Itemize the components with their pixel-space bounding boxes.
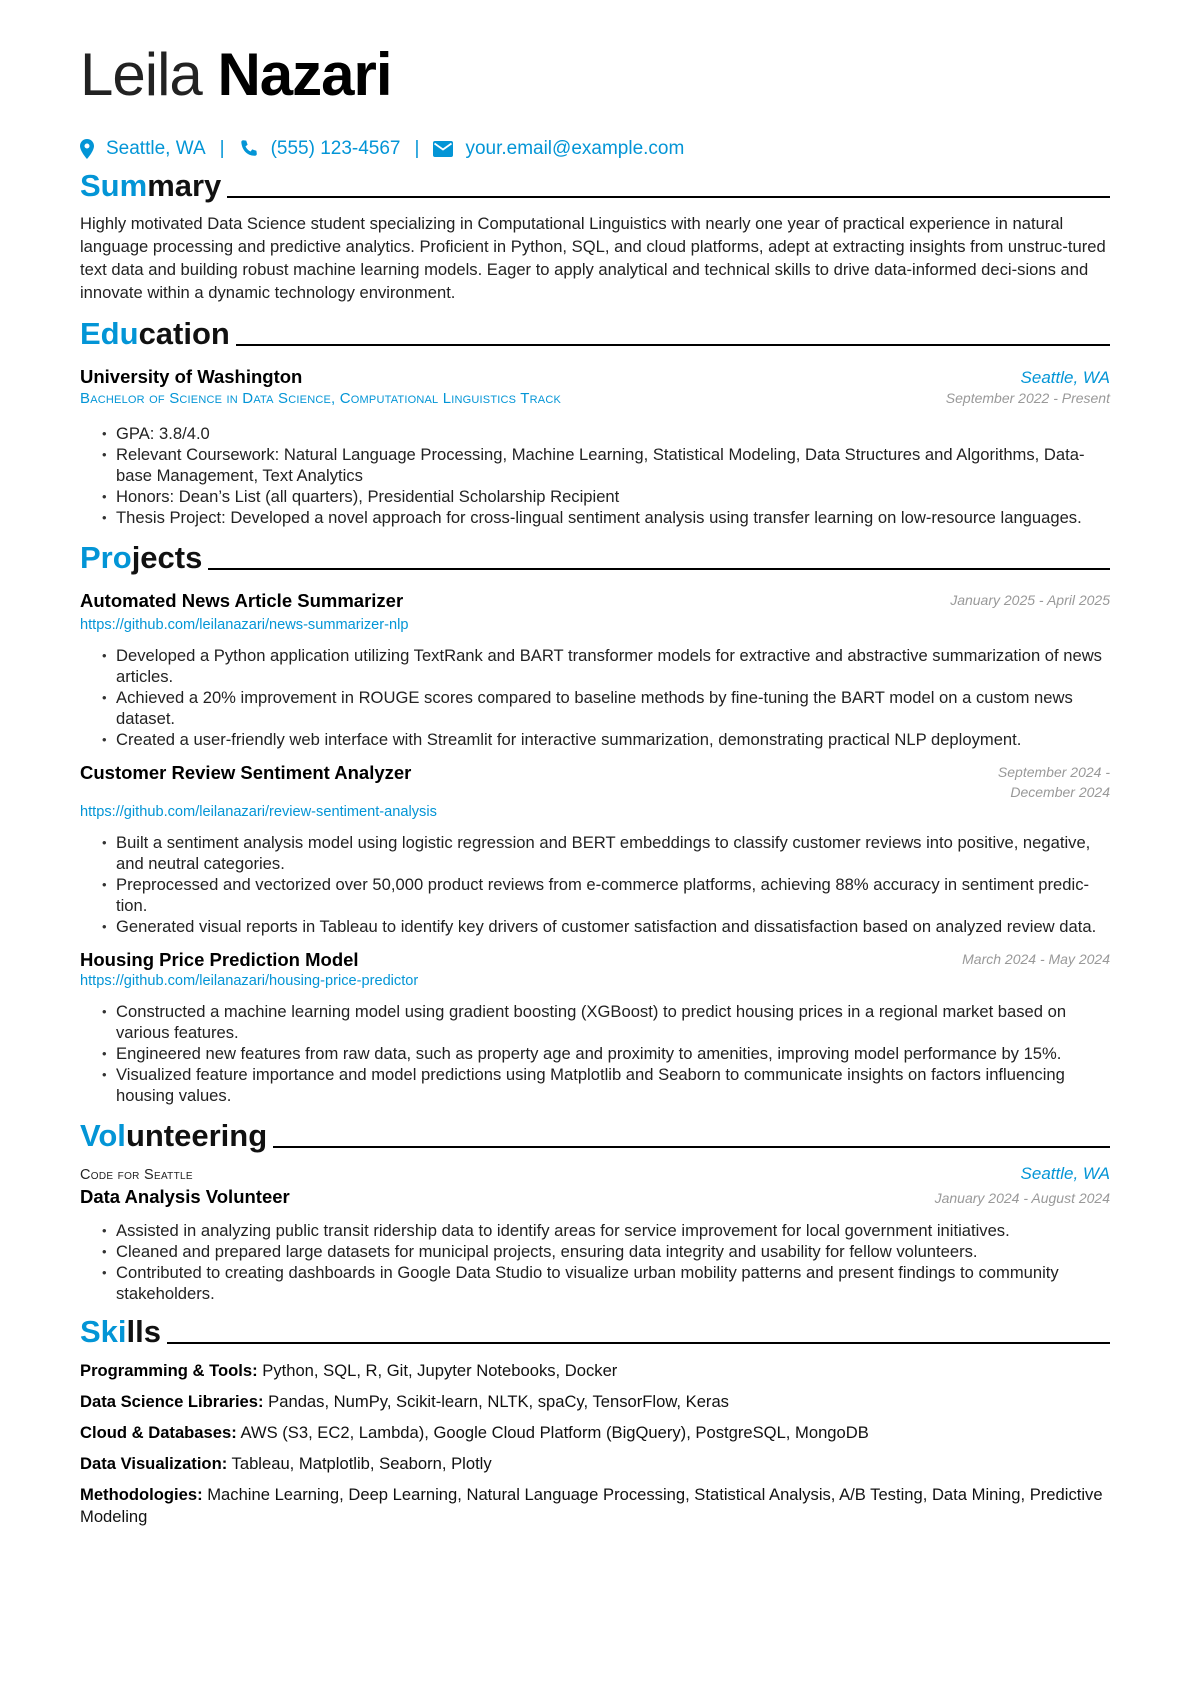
section-rule xyxy=(236,344,1110,346)
project-entry xyxy=(80,590,1110,750)
school-location: Seattle, WA xyxy=(1020,368,1110,387)
school-name: University of Washington xyxy=(80,366,303,387)
project-title: Automated News Article Summarizer xyxy=(80,590,404,611)
list-item: • Constructed a machine learning model using gradient boosting (XGBoost) to predict housing prices in a regional market based on various features. xyxy=(102,1001,1110,1043)
envelope-icon xyxy=(433,141,453,157)
heading-rest: cation xyxy=(138,316,230,351)
project-dates: March 2024 - May 2024 xyxy=(962,951,1110,967)
volunteer-subline xyxy=(80,1186,1110,1208)
skill-label: Data Visualization: xyxy=(80,1454,228,1473)
list-item: • Honors: Dean’s List (all quarters), Presidential Scholarship Recipient xyxy=(102,486,1110,507)
last-name: Nazari xyxy=(217,41,392,108)
list-item: • Assisted in analyzing public transit ridership data to identify areas for service improvement for local government initiatives. xyxy=(102,1220,1110,1241)
email-link: your.email@example.com xyxy=(465,138,685,159)
contact-email[interactable] xyxy=(433,138,684,160)
volunteer-role: Data Analysis Volunteer xyxy=(80,1186,290,1207)
degree: Bachelor of Science in Data Science, Computational Linguistics Track xyxy=(80,390,562,407)
project-dates: January 2025 - April 2025 xyxy=(950,592,1110,608)
skill-value: Pandas, NumPy, Scikit-learn, NLTK, spaCy, TensorFlow, Keras xyxy=(268,1392,729,1411)
education-heading xyxy=(80,316,1110,352)
phone-text: (555) 123-4567 xyxy=(270,138,401,159)
list-item: • Thesis Project: Developed a novel approach for cross-lingual sentiment analysis using transfer learning on low-resource languages. xyxy=(102,507,1110,528)
skill-row xyxy=(80,1360,1110,1382)
list-item: • Preprocessed and vectorized over 50,000 product reviews from e-commerce platforms, achieving 88% accuracy in sentiment predic-tion. xyxy=(102,874,1110,916)
skill-value: Python, SQL, R, Git, Jupyter Notebooks, Docker xyxy=(262,1361,618,1380)
project-link[interactable]: https://github.com/leilanazari/review-sentiment-analysis xyxy=(80,804,437,820)
phone-icon xyxy=(239,139,259,159)
education-bullets xyxy=(80,423,1110,528)
skill-row xyxy=(80,1422,1110,1444)
contact-separator: | xyxy=(219,138,225,159)
education-subline xyxy=(80,390,1110,407)
heading-rest: lls xyxy=(126,1314,161,1349)
section-rule xyxy=(273,1146,1110,1148)
summary-heading xyxy=(80,168,1110,204)
project-bullets xyxy=(80,1001,1110,1106)
education-dates: September 2022 - Present xyxy=(945,390,1110,406)
location-text: Seattle, WA xyxy=(106,138,206,159)
list-item: • Achieved a 20% improvement in ROUGE scores compared to baseline methods by fine-tuning the BART model on a custom news dataset. xyxy=(102,687,1110,729)
list-item: • GPA: 3.8/4.0 xyxy=(102,423,1110,444)
volunteer-location: Seattle, WA xyxy=(1020,1164,1110,1183)
list-item: • Developed a Python application utilizing TextRank and BART transformer models for extractive and abstractive summarization of news articles. xyxy=(102,645,1110,687)
education-entry xyxy=(80,366,1110,388)
candidate-name xyxy=(80,40,1110,110)
skill-value: AWS (S3, EC2, Lambda), Google Cloud Platform (BigQuery), PostgreSQL, MongoDB xyxy=(240,1423,869,1442)
first-name: Leila xyxy=(80,41,202,108)
project-link[interactable]: https://github.com/leilanazari/news-summarizer-nlp xyxy=(80,617,409,633)
volunteer-bullets xyxy=(80,1220,1110,1304)
heading-rest: mary xyxy=(147,168,222,203)
skill-row xyxy=(80,1391,1110,1413)
project-title: Housing Price Prediction Model xyxy=(80,949,359,970)
list-item: • Created a user-friendly web interface with Streamlit for interactive summarization, demonstrating practical NLP deployment. xyxy=(102,729,1110,750)
contact-phone[interactable] xyxy=(239,138,401,160)
project-bullets xyxy=(80,645,1110,750)
section-rule xyxy=(208,568,1110,570)
volunteer-dates: January 2024 - August 2024 xyxy=(934,1190,1110,1206)
project-link[interactable]: https://github.com/leilanazari/housing-price-predictor xyxy=(80,973,419,989)
contact-bar xyxy=(80,138,1110,160)
list-item: • Cleaned and prepared large datasets for municipal projects, ensuring data integrity and usability for fellow volunteers. xyxy=(102,1241,1110,1262)
heading-highlight: Edu xyxy=(80,316,139,351)
contact-separator: | xyxy=(414,138,420,159)
section-rule xyxy=(167,1342,1110,1344)
map-marker-icon xyxy=(80,139,94,159)
skill-value: Tableau, Matplotlib, Seaborn, Plotly xyxy=(231,1454,492,1473)
summary-text: Highly motivated Data Science student specializing in Computational Linguistics with nearly one year of practical experience in natural language processing and predictive analytics. Proficient in Python, SQL, and cloud platforms, adept at extracting insights from unstruc-tured text data and building robust machine learning models. Eager to apply analytical and technical skills to drive data-informed deci-sions and innovate within a dynamic technology environment. xyxy=(80,214,1106,302)
heading-highlight: Ski xyxy=(80,1314,127,1349)
skill-row xyxy=(80,1484,1110,1528)
skills-heading xyxy=(80,1314,1110,1350)
project-bullets xyxy=(80,832,1110,937)
skill-label: Programming & Tools: xyxy=(80,1361,258,1380)
project-entry xyxy=(80,762,1110,937)
heading-rest: jects xyxy=(131,540,203,575)
heading-highlight: Sum xyxy=(80,168,148,203)
project-dates: September 2024 - December 2024 xyxy=(997,764,1110,800)
list-item: • Contributed to creating dashboards in Google Data Studio to visualize urban mobility patterns and present findings to community stakeholders. xyxy=(102,1262,1110,1304)
skill-row xyxy=(80,1453,1110,1475)
list-item: • Generated visual reports in Tableau to identify key drivers of customer satisfaction and dissatisfaction based on analyzed review data. xyxy=(102,916,1110,937)
skill-label: Cloud & Databases: xyxy=(80,1423,237,1442)
heading-highlight: Pro xyxy=(80,540,132,575)
section-rule xyxy=(227,196,1110,198)
skill-value: Machine Learning, Deep Learning, Natural Language Processing, Statistical Analysis, A/B Testing, Data Mining, Predictive Modeling xyxy=(80,1485,1103,1526)
projects-heading xyxy=(80,540,1110,576)
volunteer-entry xyxy=(80,1164,1110,1184)
project-title: Customer Review Sentiment Analyzer xyxy=(80,762,412,783)
project-entry xyxy=(80,949,1110,1106)
contact-location xyxy=(80,138,206,160)
organization-name: Code for Seattle xyxy=(80,1167,193,1183)
list-item: • Visualized feature importance and model predictions using Matplotlib and Seaborn to communicate insights on factors influencing housing values. xyxy=(102,1064,1110,1106)
heading-rest: unteering xyxy=(125,1118,268,1153)
list-item: • Engineered new features from raw data, such as property age and proximity to amenities, improving model performance by 15%. xyxy=(102,1043,1110,1064)
volunteering-heading xyxy=(80,1118,1110,1154)
heading-highlight: Vol xyxy=(80,1118,126,1153)
skill-label: Data Science Libraries: xyxy=(80,1392,264,1411)
list-item: • Relevant Coursework: Natural Language Processing, Machine Learning, Statistical Modeling, Data Structures and Algorithms, Data-base Management, Text Analytics xyxy=(102,444,1110,486)
skill-label: Methodologies: xyxy=(80,1485,203,1504)
list-item: • Built a sentiment analysis model using logistic regression and BERT embeddings to classify customer reviews into positive, negative, and neutral categories. xyxy=(102,832,1110,874)
